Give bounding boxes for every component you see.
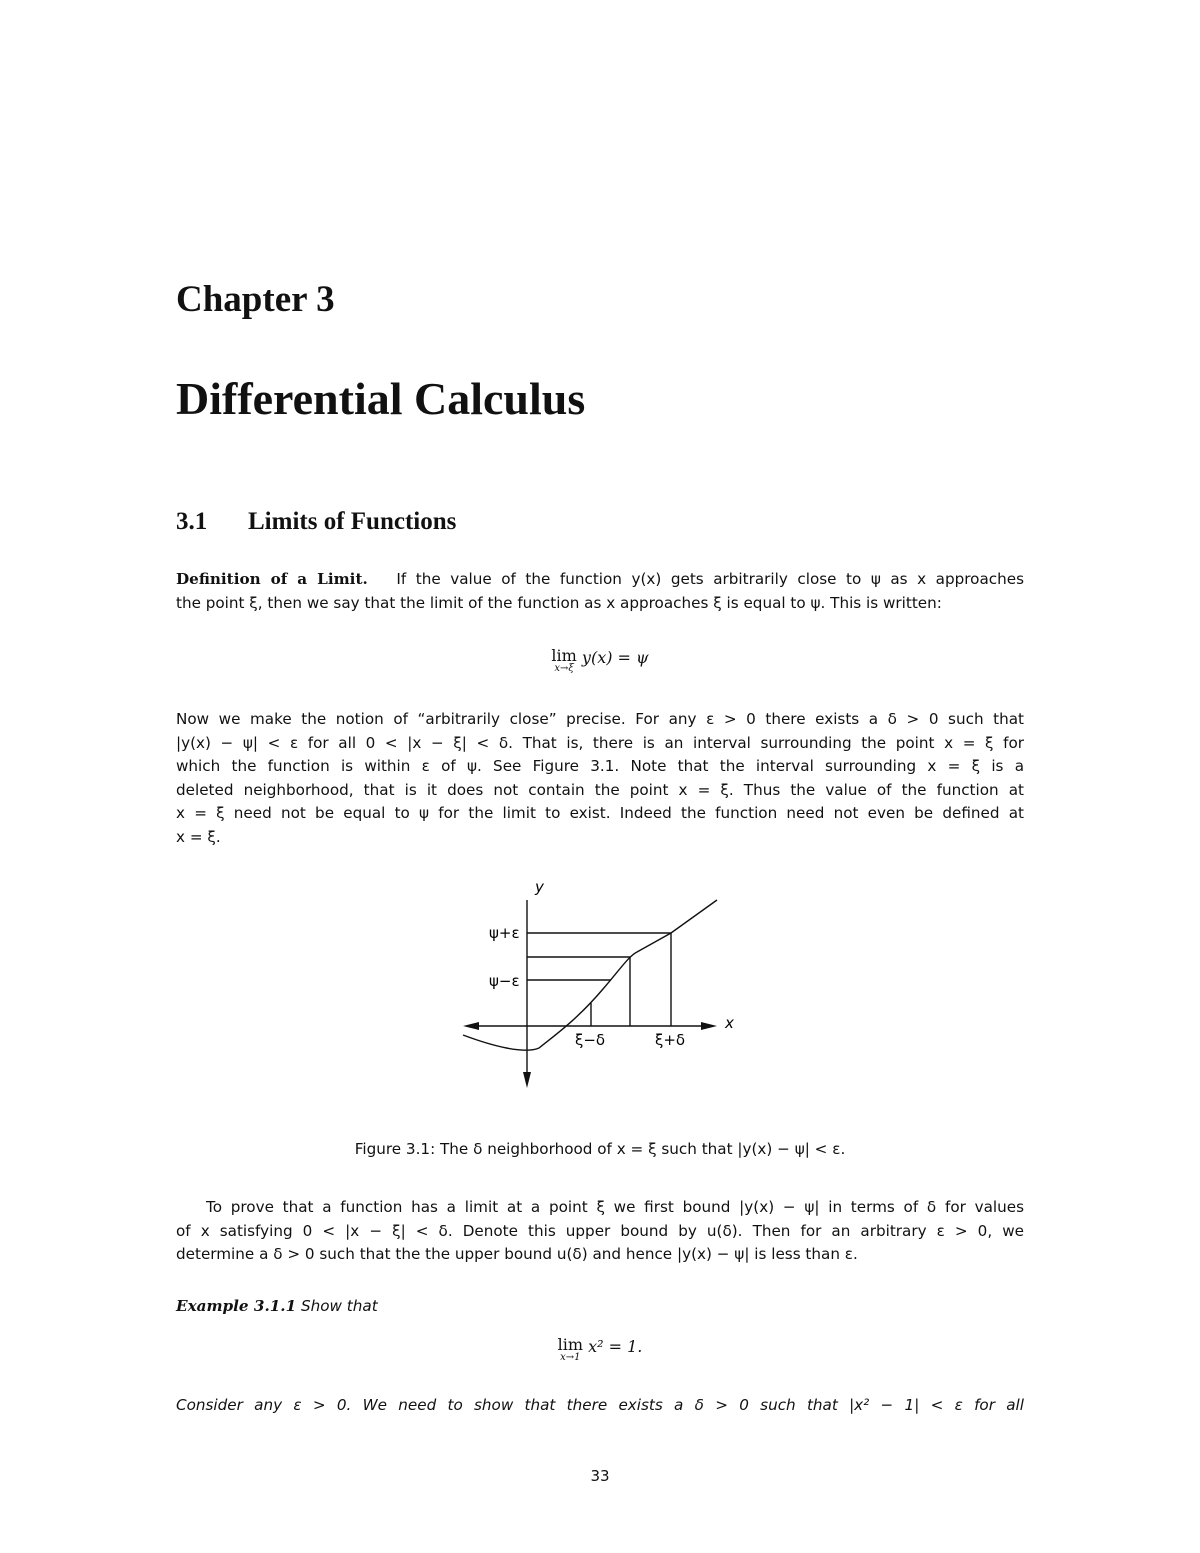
- figure-caption: Figure 3.1: The δ neighborhood of x = ξ such that |y(x) − ψ| < ε.: [354, 1140, 846, 1158]
- lim-word: lim: [551, 646, 577, 665]
- para3-line: of x satisfying 0 < |x − ξ| < δ. Denote this upper bound by u(δ). Then for an arbitrary ε > 0, we: [176, 1221, 1024, 1240]
- para2-line: deleted neighborhood, that is it does not contain the point x = ξ. Thus the value of the function at: [176, 780, 1024, 799]
- para2-line: x = ξ.: [176, 827, 221, 846]
- example-head: Example 3.1.1: [176, 1297, 297, 1315]
- lim-subscript: x→1: [560, 1352, 581, 1363]
- xi-plus-delta-label: ξ+δ: [655, 1031, 686, 1049]
- para3-line: To prove that a function has a limit at a point ξ we first bound |y(x) − ψ| in terms of δ for values: [206, 1198, 1024, 1216]
- lim-subscript: x→ξ: [554, 663, 574, 674]
- para2-line: x = ξ need not be equal to ψ for the limit to exist. Indeed the function need not even be defined at: [176, 804, 1024, 822]
- definition-paragraph: [176, 568, 1024, 615]
- lim-operator: [551, 648, 576, 674]
- xi-minus-delta-label: ξ−δ: [575, 1031, 606, 1049]
- section-heading: [176, 508, 456, 536]
- para3-line: determine a δ > 0 such that the the upper bound u(δ) and hence |y(x) − ψ| is less than ε.: [176, 1245, 858, 1263]
- section-number: 3.1: [176, 508, 208, 535]
- lim-word: lim: [557, 1335, 584, 1354]
- y-axis-down-arrow: [523, 1072, 531, 1088]
- psi-minus-eps-label: ψ−ε: [489, 972, 520, 990]
- section-title: Limits of Functions: [248, 508, 457, 535]
- chapter-title: Differential Calculus: [176, 373, 586, 424]
- para2-line: which the function is within ε of ψ. See Figure 3.1. Note that the interval surrounding x = ξ is a: [176, 757, 1024, 775]
- para2-line: |y(x) − ψ| < ε for all 0 < |x − ξ| < δ. That is, there is an interval surrounding the point x = ξ for: [176, 733, 1024, 752]
- chapter-label: Chapter 3: [176, 279, 335, 320]
- lim-operator: [558, 1337, 583, 1363]
- proof-first-line: Consider any ε > 0. We need to show that there exists a δ > 0 such that |x² − 1| < ε for all: [176, 1396, 1024, 1414]
- psi-plus-eps-label: ψ+ε: [489, 924, 520, 942]
- equation-limit-definition: [0, 648, 1200, 674]
- equation-example-limit: [0, 1337, 1200, 1363]
- example-statement: [176, 1295, 1024, 1319]
- page-number: 33: [590, 1467, 610, 1485]
- x-axis-right-arrow: [701, 1022, 717, 1030]
- example-text: Show that: [301, 1297, 378, 1315]
- definition-text-2: the point ξ, then we say that the limit of the function as x approaches ξ is equal to ψ. This is written:: [176, 593, 942, 612]
- definition-text-1: If the value of the function y(x) gets arbitrarily close to ψ as x approaches: [396, 570, 1024, 588]
- paragraph-proof-method: [176, 1196, 1024, 1267]
- definition-head: Definition of a Limit.: [176, 570, 368, 588]
- x-axis-left-arrow: [463, 1022, 479, 1030]
- equation-body: y(x) = ψ: [581, 648, 649, 667]
- figure-delta-neighborhood: [455, 872, 755, 1092]
- y-axis-label: y: [535, 878, 544, 896]
- definition-line-1: [176, 568, 1024, 592]
- x-axis-label: x: [725, 1014, 734, 1032]
- equation-body: x² = 1.: [588, 1337, 643, 1356]
- para2-line: Now we make the notion of “arbitrarily close” precise. For any ε > 0 there exists a δ > 0 such that: [176, 710, 1024, 728]
- paragraph-precise-limit: [176, 708, 1024, 849]
